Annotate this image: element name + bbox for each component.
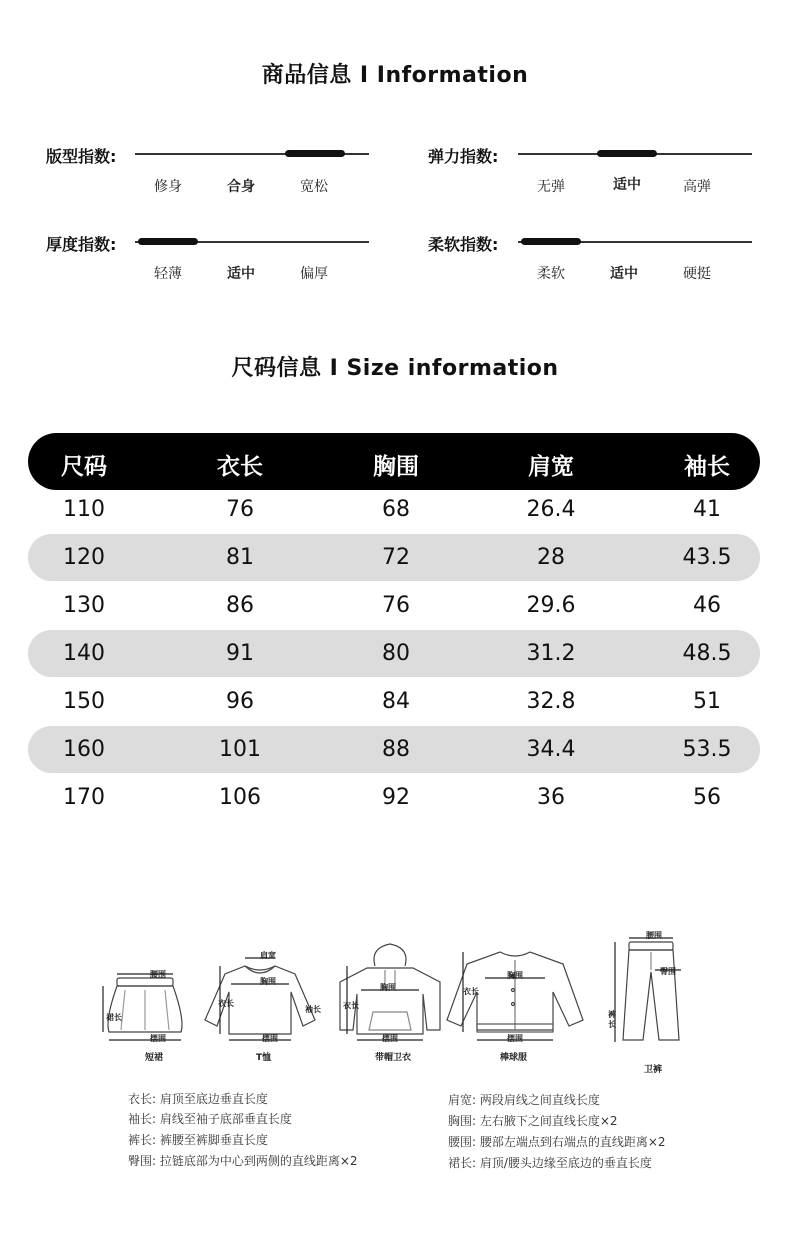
elasticity-index-label: 弹力指数:	[428, 147, 499, 166]
cell: 53.5	[682, 737, 732, 762]
thickness-index-label: 厚度指数:	[46, 235, 117, 254]
cell: 120	[63, 545, 105, 570]
pants-hip-label: 臀围	[660, 967, 676, 976]
cell: 48.5	[682, 641, 732, 666]
elasticity-option-2: 适中	[613, 177, 641, 193]
thickness-index-marker	[138, 238, 198, 245]
thickness-option-1: 轻薄	[154, 266, 182, 282]
header-size: 尺码	[61, 454, 107, 480]
tee-sleeve-label: 袖长	[305, 1005, 321, 1014]
cell: 56	[693, 785, 721, 810]
jacket-chest-label: 胸围	[507, 971, 523, 980]
cell: 76	[226, 497, 254, 522]
jacket-caption: 棒球服	[500, 1053, 528, 1063]
cell: 81	[226, 545, 254, 570]
cell: 150	[63, 689, 105, 714]
tee-chest-label: 胸围	[260, 977, 276, 986]
softness-index-marker	[521, 238, 581, 245]
cell: 101	[219, 737, 261, 762]
softness-option-1: 柔软	[537, 266, 565, 282]
hoodie-caption: 带帽卫衣	[375, 1053, 412, 1063]
skirt-diagram	[103, 974, 182, 1040]
cell: 86	[226, 593, 254, 618]
cell: 130	[63, 593, 105, 618]
cell: 170	[63, 785, 105, 810]
elasticity-index-marker	[597, 150, 657, 157]
softness-option-3: 硬挺	[683, 266, 711, 282]
elasticity-option-1: 无弹	[537, 179, 565, 195]
skirt-hem-label: 摆围	[150, 1034, 166, 1043]
cell: 46	[693, 593, 721, 618]
skirt-caption: 短裙	[145, 1053, 164, 1063]
fit-index-label: 版型指数:	[46, 147, 117, 166]
cell: 88	[382, 737, 410, 762]
legend-right-1: 肩宽: 两段肩线之间直线长度	[448, 1093, 600, 1107]
softness-index-label: 柔软指数:	[428, 235, 499, 254]
skirt-waist-label: 腰围	[150, 970, 166, 979]
fit-option-3: 宽松	[300, 179, 328, 195]
cell: 72	[382, 545, 410, 570]
legend-left-1: 衣长: 肩顶至底边垂直长度	[128, 1092, 268, 1106]
pants-waist-label: 腰围	[646, 931, 662, 940]
product-info-title: 商品信息 I Information	[261, 63, 529, 88]
pants-caption: 卫裤	[644, 1065, 663, 1075]
hoodie-hem-label: 摆围	[382, 1034, 398, 1043]
legend-right-3: 腰围: 腰部左端点到右端点的直线距离×2	[448, 1135, 666, 1149]
cell: 28	[537, 545, 565, 570]
cell: 91	[226, 641, 254, 666]
thickness-option-3: 偏厚	[300, 266, 328, 282]
cell: 43.5	[682, 545, 732, 570]
fit-index-marker	[285, 150, 345, 157]
legend-right-4: 裙长: 肩顶/腰头边缘至底边的垂直长度	[448, 1156, 652, 1170]
header-shoulder: 肩宽	[528, 454, 574, 480]
elasticity-option-3: 高弹	[683, 179, 711, 195]
cell: 160	[63, 737, 105, 762]
header-sleeve: 袖长	[684, 454, 730, 480]
cell: 80	[382, 641, 410, 666]
cell: 106	[219, 785, 261, 810]
cell: 92	[382, 785, 410, 810]
cell: 51	[693, 689, 721, 714]
cell: 32.8	[526, 689, 576, 714]
fit-option-2: 合身	[227, 179, 255, 195]
hoodie-length-label: 衣长	[343, 1001, 359, 1010]
jacket-hem-label: 摆围	[507, 1034, 523, 1043]
cell: 26.4	[526, 497, 576, 522]
cell: 68	[382, 497, 410, 522]
cell: 31.2	[526, 641, 576, 666]
thickness-option-2: 适中	[227, 266, 255, 282]
cell: 140	[63, 641, 105, 666]
header-chest: 胸围	[373, 454, 419, 480]
cell: 84	[382, 689, 410, 714]
tee-hem-label: 摆围	[262, 1034, 278, 1043]
pants-diagram	[615, 938, 681, 1042]
softness-option-2: 适中	[610, 266, 638, 282]
cell: 76	[382, 593, 410, 618]
legend-left-4: 臀围: 拉链底部为中心到两侧的直线距离×2	[128, 1154, 358, 1168]
header-length: 衣长	[217, 454, 263, 480]
fit-option-1: 修身	[154, 179, 182, 195]
legend-left-3: 裤长: 裤腰至裤脚垂直长度	[128, 1133, 268, 1147]
legend-left-2: 袖长: 肩线至袖子底部垂直长度	[128, 1112, 292, 1126]
hoodie-chest-label: 胸围	[380, 983, 396, 992]
cell: 36	[537, 785, 565, 810]
tee-shoulder-label: 肩宽	[260, 951, 276, 960]
pants-length-label: 裤长	[608, 1010, 616, 1029]
skirt-length-label: 裙长	[106, 1013, 122, 1022]
tshirt-caption: T恤	[256, 1053, 272, 1063]
cell: 34.4	[526, 737, 576, 762]
cell: 41	[693, 497, 721, 522]
tee-length-label: 衣长	[218, 999, 234, 1008]
cell: 110	[63, 497, 105, 522]
jacket-length-label: 衣长	[463, 987, 479, 996]
size-info-title: 尺码信息 I Size information	[231, 356, 559, 381]
cell: 96	[226, 689, 254, 714]
cell: 29.6	[526, 593, 576, 618]
legend-right-2: 胸围: 左右腋下之间直线长度×2	[448, 1114, 618, 1128]
